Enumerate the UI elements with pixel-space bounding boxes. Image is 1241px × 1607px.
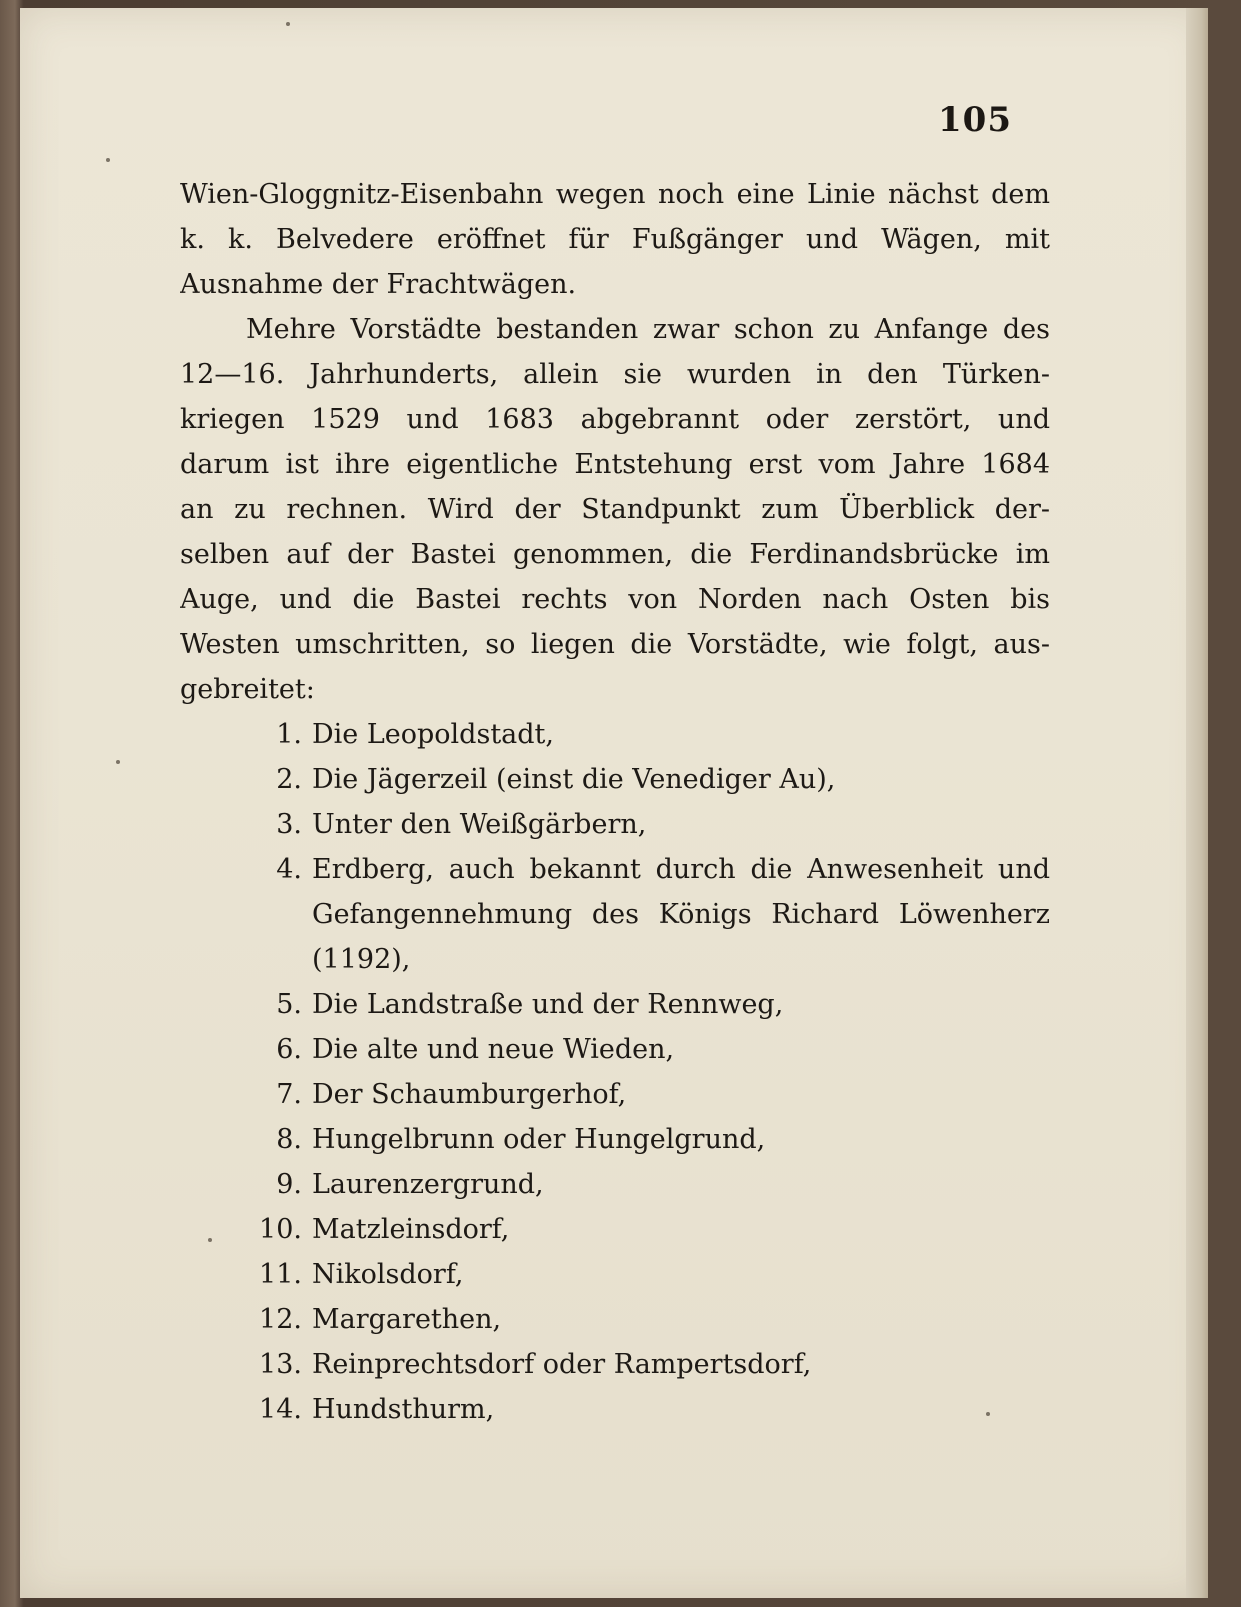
list-item <box>180 1072 1050 1117</box>
text-line: Ausnahme der Frachtwägen. <box>180 269 577 300</box>
paper-speck <box>106 158 110 162</box>
paragraph-1 <box>180 172 1050 307</box>
paragraph-2 <box>180 307 1050 712</box>
list-item-number: 3. <box>276 809 302 840</box>
list-item-text: Der Schaumburgerhof, <box>312 1079 627 1110</box>
book-page <box>20 8 1208 1598</box>
text-line: 12—16. Jahrhunderts, allein sie wurden in den Türken- <box>180 359 1050 390</box>
list-item-number: 12. <box>259 1304 302 1335</box>
list-item <box>180 847 1050 892</box>
list-item-number: 7. <box>276 1079 302 1110</box>
list-item <box>180 1342 1050 1387</box>
page-edge <box>1186 8 1208 1598</box>
list-item-text: Hungelbrunn oder Hungelgrund, <box>312 1124 766 1155</box>
list-item <box>180 757 1050 802</box>
list-item-text: Erdberg, auch bekannt durch die Anwesenheit und <box>312 854 1050 885</box>
list-item-text: Nikolsdorf, <box>312 1259 464 1290</box>
text-line: Mehre Vorstädte bestanden zwar schon zu Anfange des <box>246 314 1050 345</box>
list-item-number: 5. <box>276 989 302 1020</box>
list-item-number: 2. <box>276 764 302 795</box>
text-line: an zu rechnen. Wird der Standpunkt zum Überblick der- <box>180 494 1050 525</box>
text-line: kriegen 1529 und 1683 abgebrannt oder zerstört, und <box>180 404 1050 435</box>
list-item-text: Unter den Weißgärbern, <box>312 809 647 840</box>
list-item-text: Reinprechtsdorf oder Rampertsdorf, <box>312 1349 812 1380</box>
list-item-number: 14. <box>259 1394 302 1425</box>
text-line: darum ist ihre eigentliche Entstehung erst vom Jahre 1684 <box>180 449 1050 480</box>
list-item-text: Die Jägerzeil (einst die Venediger Au), <box>312 764 836 795</box>
text-line: gebreitet: <box>180 674 315 705</box>
list-item-number: 13. <box>259 1349 302 1380</box>
list-item-number: 8. <box>276 1124 302 1155</box>
list-item-number: 9. <box>276 1169 302 1200</box>
list-item <box>180 1162 1050 1207</box>
text-line: Westen umschritten, so liegen die Vorstädte, wie folgt, aus- <box>180 629 1050 660</box>
list-item <box>180 982 1050 1027</box>
list-item <box>180 1207 1050 1252</box>
list-item-text: Matzleinsdorf, <box>312 1214 510 1245</box>
list-item <box>180 1252 1050 1297</box>
text-block <box>180 172 1050 1432</box>
text-line: Auge, und die Bastei rechts von Norden nach Osten bis <box>180 584 1050 615</box>
list-item-continuation: (1192), <box>312 944 411 975</box>
list-item-text: Die alte und neue Wieden, <box>312 1034 675 1065</box>
list-item-number: 1. <box>276 719 302 750</box>
list-item-text: Die Leopoldstadt, <box>312 719 554 750</box>
list-item-text: Hundsthurm, <box>312 1394 495 1425</box>
text-line: Wien-Gloggnitz-Eisenbahn wegen noch eine Linie nächst dem <box>180 179 1050 210</box>
list-item-number: 10. <box>259 1214 302 1245</box>
list-item <box>180 1387 1050 1432</box>
suburb-list <box>180 712 1050 1432</box>
list-item-text: Die Landstraße und der Rennweg, <box>312 989 784 1020</box>
list-item <box>180 802 1050 847</box>
list-item <box>180 1297 1050 1342</box>
text-line: k. k. Belvedere eröffnet für Fußgänger und Wägen, mit <box>180 224 1050 255</box>
paper-speck <box>286 22 290 26</box>
paper-speck <box>116 760 120 764</box>
list-item-text: Laurenzergrund, <box>312 1169 544 1200</box>
text-line: selben auf der Bastei genommen, die Ferdinandsbrücke im <box>180 539 1050 570</box>
list-item <box>180 712 1050 757</box>
list-item-number: 11. <box>259 1259 302 1290</box>
list-item-text: Margarethen, <box>312 1304 502 1335</box>
list-item <box>180 1117 1050 1162</box>
list-item <box>180 1027 1050 1072</box>
paper-speck <box>986 1412 990 1416</box>
list-item-continuation: Gefangennehmung des Königs Richard Löwenherz <box>312 899 1050 930</box>
page-number: 105 <box>938 100 1012 140</box>
list-item-number: 6. <box>276 1034 302 1065</box>
list-item-number: 4. <box>276 854 302 885</box>
paper-speck <box>208 1238 212 1242</box>
